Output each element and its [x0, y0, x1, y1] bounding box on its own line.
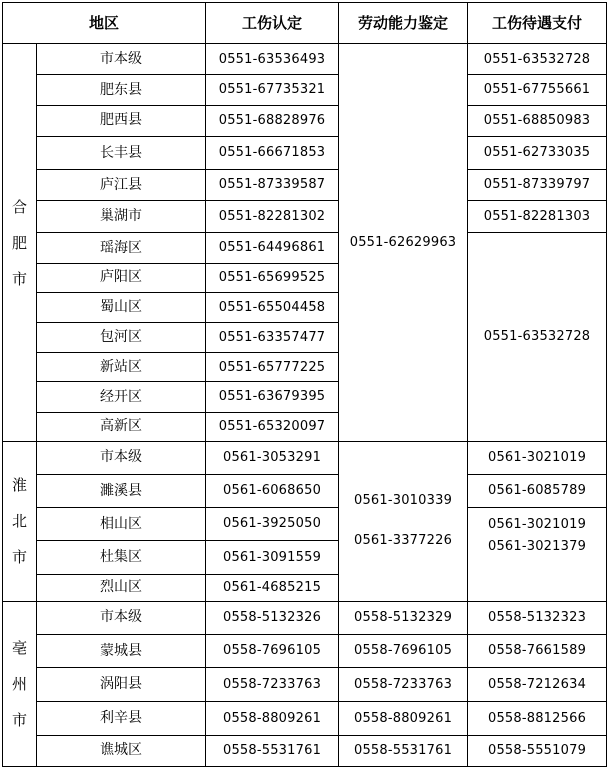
- cert-phone: 0561-6068650: [206, 474, 339, 507]
- table-row: [3, 170, 607, 201]
- district-cell: 蜀山区: [37, 292, 206, 322]
- assess-phone: 0558-5531761: [339, 735, 468, 766]
- cert-phone: 0551-65504458: [206, 292, 339, 322]
- header-injury-pay: 工伤待遇支付: [468, 3, 607, 44]
- district-cell: 谯城区: [37, 735, 206, 766]
- cert-phone: 0551-82281302: [206, 201, 339, 233]
- assess-phone: 0558-7233763: [339, 668, 468, 702]
- cert-phone: 0551-63357477: [206, 323, 339, 353]
- district-cell: 烈山区: [37, 574, 206, 601]
- city-bozhou: 亳 州 市: [3, 601, 37, 766]
- assess-phone: 0558-5132329: [339, 601, 468, 634]
- pay-phone: 0558-5551079: [468, 735, 607, 766]
- table-row: [3, 634, 607, 667]
- city-hefei: 合 肥 市: [3, 44, 37, 442]
- cert-phone: 0551-65777225: [206, 353, 339, 382]
- table-row: [3, 75, 607, 105]
- pay-phone: 0551-67755661: [468, 75, 607, 105]
- district-cell: 肥西县: [37, 105, 206, 136]
- cert-phone: 0561-3053291: [206, 441, 339, 474]
- table-row: [3, 601, 607, 634]
- pay-phone: 0558-7212634: [468, 668, 607, 702]
- header-injury-cert: 工伤认定: [206, 3, 339, 44]
- cert-phone: 0561-4685215: [206, 574, 339, 601]
- district-cell: 包河区: [37, 323, 206, 353]
- pay-phone: 0558-8812566: [468, 702, 607, 735]
- district-cell: 利辛县: [37, 702, 206, 735]
- district-cell: 巢湖市: [37, 201, 206, 233]
- cert-phone: 0551-65320097: [206, 412, 339, 441]
- district-cell: 新站区: [37, 353, 206, 382]
- cert-phone: 0551-63536493: [206, 44, 339, 75]
- cert-phone: 0551-66671853: [206, 136, 339, 169]
- table-row: [3, 136, 607, 169]
- contact-table: [2, 2, 607, 767]
- district-cell: 濉溪县: [37, 474, 206, 507]
- cert-phone: 0551-67735321: [206, 75, 339, 105]
- table-row: [3, 105, 607, 136]
- district-cell: 市本级: [37, 601, 206, 634]
- district-cell: 庐江县: [37, 170, 206, 201]
- cert-phone: 0551-63679395: [206, 382, 339, 412]
- assess-phone: 0558-7696105: [339, 634, 468, 667]
- district-cell: 庐阳区: [37, 263, 206, 292]
- pay-phone: 0561-6085789: [468, 474, 607, 507]
- cert-phone: 0558-7233763: [206, 668, 339, 702]
- cert-phone: 0551-65699525: [206, 263, 339, 292]
- table-row: [3, 201, 607, 233]
- table-row: [3, 441, 607, 474]
- cert-phone: 0558-5132326: [206, 601, 339, 634]
- city-huaibei: 淮 北 市: [3, 441, 37, 601]
- district-cell: 长丰县: [37, 136, 206, 169]
- header-labor-assess: 劳动能力鉴定: [339, 3, 468, 44]
- cert-phone: 0558-7696105: [206, 634, 339, 667]
- cert-phone: 0551-64496861: [206, 233, 339, 263]
- table-row: [3, 702, 607, 735]
- cert-phone: 0561-3925050: [206, 508, 339, 541]
- pay-phone: 0551-63532728: [468, 44, 607, 75]
- district-cell: 市本级: [37, 441, 206, 474]
- header-row: [3, 3, 607, 44]
- cert-phone: 0551-68828976: [206, 105, 339, 136]
- pay-phone-huaibei-shared: 0561-3021019 0561-3021379: [468, 508, 607, 602]
- cert-phone: 0561-3091559: [206, 541, 339, 574]
- district-cell: 肥东县: [37, 75, 206, 105]
- assess-phone-hefei: 0551-62629963: [339, 44, 468, 442]
- cert-phone: 0558-5531761: [206, 735, 339, 766]
- district-cell: 杜集区: [37, 541, 206, 574]
- district-cell: 蒙城县: [37, 634, 206, 667]
- table-row: [3, 44, 607, 75]
- table-row: [3, 668, 607, 702]
- cert-phone: 0558-8809261: [206, 702, 339, 735]
- district-cell: 瑶海区: [37, 233, 206, 263]
- pay-phone: 0551-62733035: [468, 136, 607, 169]
- district-cell: 涡阳县: [37, 668, 206, 702]
- pay-phone: 0551-82281303: [468, 201, 607, 233]
- table-row: [3, 735, 607, 766]
- pay-phone: 0561-3021019: [468, 441, 607, 474]
- district-cell: 高新区: [37, 412, 206, 441]
- assess-phone: 0558-8809261: [339, 702, 468, 735]
- cert-phone: 0551-87339587: [206, 170, 339, 201]
- pay-phone-hefei-shared: 0551-63532728: [468, 233, 607, 441]
- table-row: [3, 474, 607, 507]
- pay-phone: 0558-7661589: [468, 634, 607, 667]
- assess-phone-huaibei: 0561-3010339 0561-3377226: [339, 441, 468, 601]
- district-cell: 市本级: [37, 44, 206, 75]
- pay-phone: 0551-68850983: [468, 105, 607, 136]
- table-row: [3, 233, 607, 263]
- pay-phone: 0551-87339797: [468, 170, 607, 201]
- district-cell: 相山区: [37, 508, 206, 541]
- header-region: 地区: [3, 3, 206, 44]
- district-cell: 经开区: [37, 382, 206, 412]
- table-row: [3, 508, 607, 541]
- pay-phone: 0558-5132323: [468, 601, 607, 634]
